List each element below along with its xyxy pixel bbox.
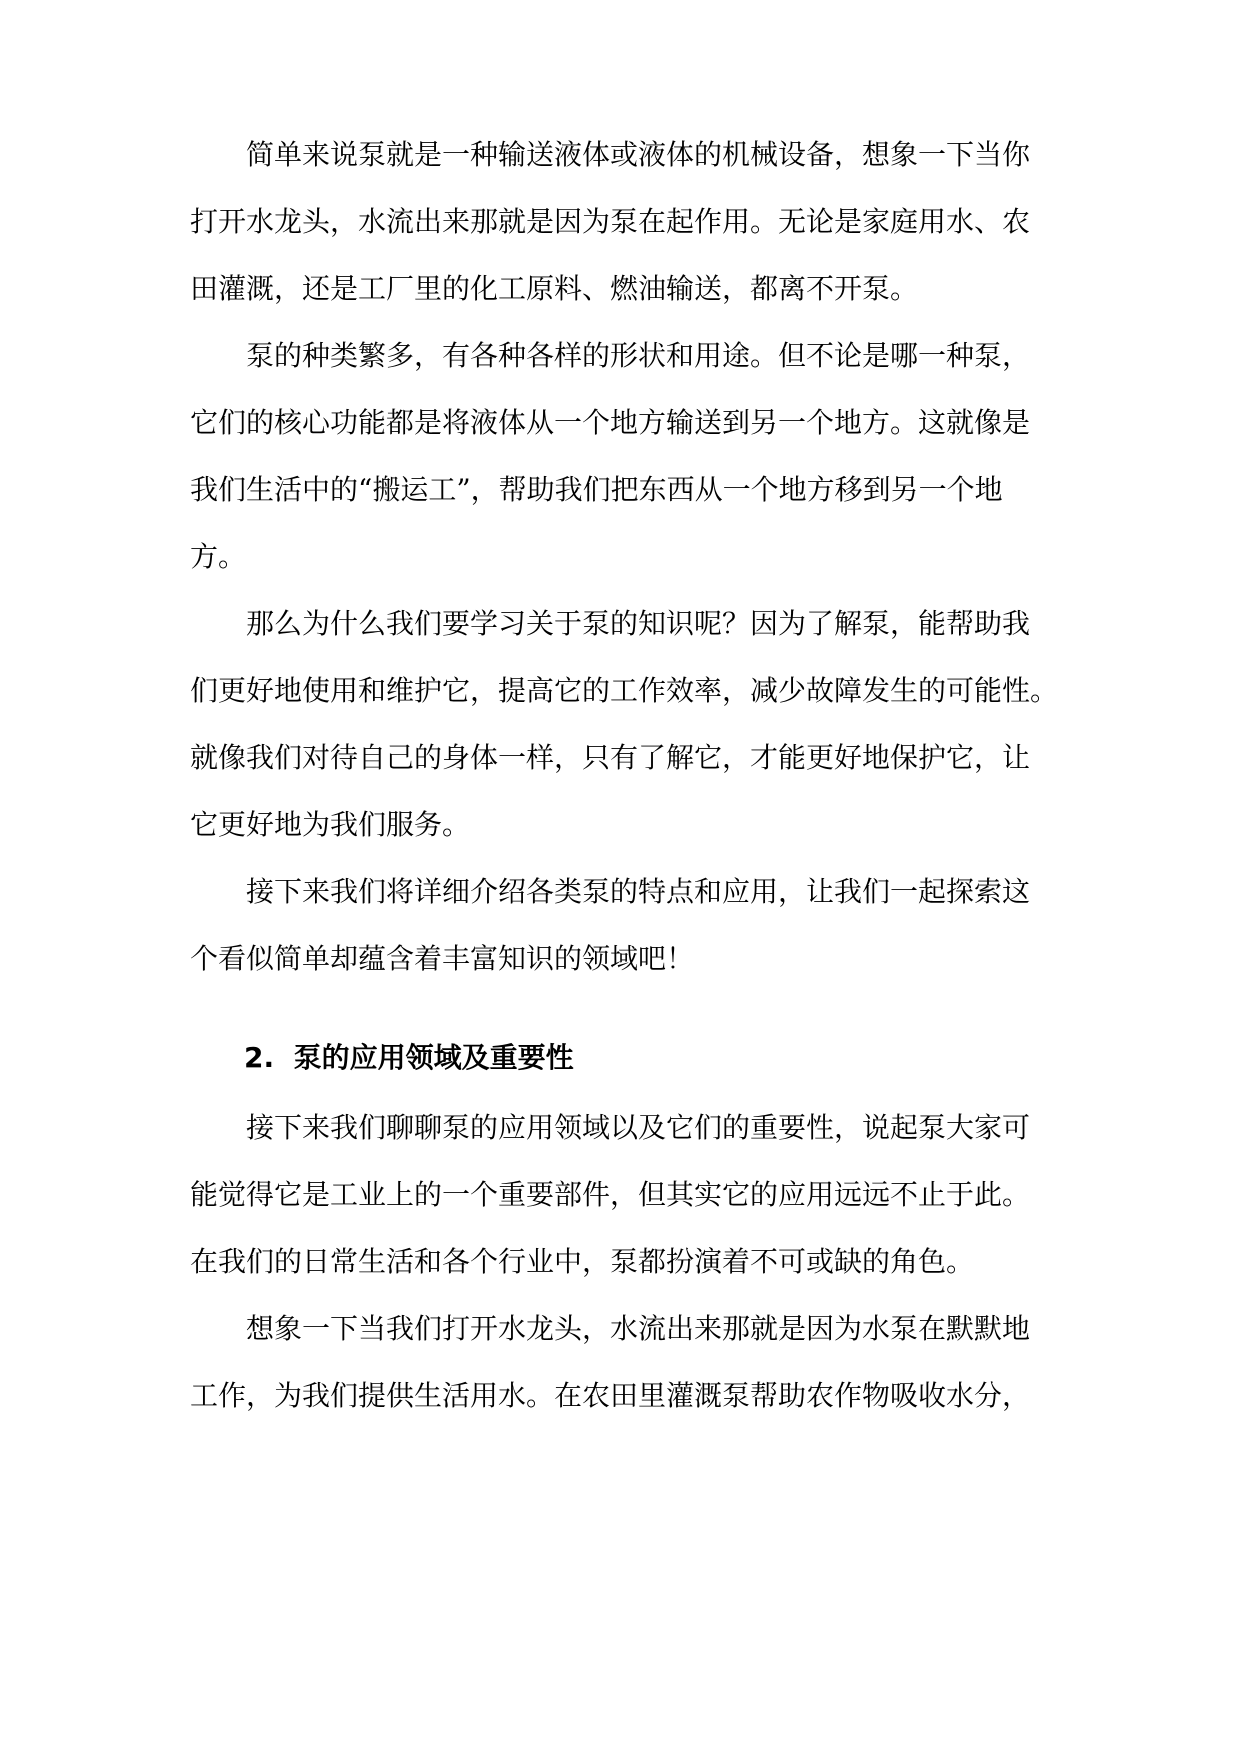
text-line: 它们的核心功能都是将液体从一个地方输送到另一个地方。这就像是 [190, 406, 1031, 439]
text-line: 在我们的日常生活和各个行业中，泵都扮演着不可或缺的角色。 [190, 1245, 975, 1278]
text-line: 们更好地使用和维护它，提高它的工作效率，减少故障发生的可能性。 [190, 674, 1059, 707]
section-number: 2. [244, 1041, 275, 1074]
text-line: 想象一下当我们打开水龙头，水流出来那就是因为水泵在默默地 [246, 1312, 1031, 1345]
text-line: 简单来说泵就是一种输送液体或液体的机械设备，想象一下当你 [246, 138, 1031, 171]
text-line: 它更好地为我们服务。 [190, 808, 471, 841]
text-line: 接下来我们将详细介绍各类泵的特点和应用，让我们一起探索这 [246, 875, 1031, 908]
text-line: 方。 [190, 540, 247, 573]
text-line: 打开水龙头，水流出来那就是因为泵在起作用。无论是家庭用水、农 [190, 205, 1031, 238]
text-line: 个看似简单却蕴含着丰富知识的领域吧！ [190, 942, 695, 975]
text-line: 我们生活中的“搬运工”，帮助我们把东西从一个地方移到另一个地 [190, 473, 1003, 506]
text-line: 工作，为我们提供生活用水。在农田里灌溉泵帮助农作物吸收水分， [190, 1379, 1031, 1412]
text-line: 能觉得它是工业上的一个重要部件，但其实它的应用远远不止于此。 [190, 1178, 1031, 1211]
text-line: 接下来我们聊聊泵的应用领域以及它们的重要性，说起泵大家可 [246, 1111, 1031, 1144]
section-heading [244, 1040, 574, 1076]
text-line: 就像我们对待自己的身体一样，只有了解它，才能更好地保护它，让 [190, 741, 1031, 774]
text-line: 泵的种类繁多，有各种各样的形状和用途。但不论是哪一种泵， [246, 339, 1031, 372]
text-line: 那么为什么我们要学习关于泵的知识呢？因为了解泵，能帮助我 [246, 607, 1031, 640]
section-title: 泵的应用领域及重要性 [293, 1041, 574, 1074]
text-line: 田灌溉，还是工厂里的化工原料、燃油输送，都离不开泵。 [190, 272, 919, 305]
